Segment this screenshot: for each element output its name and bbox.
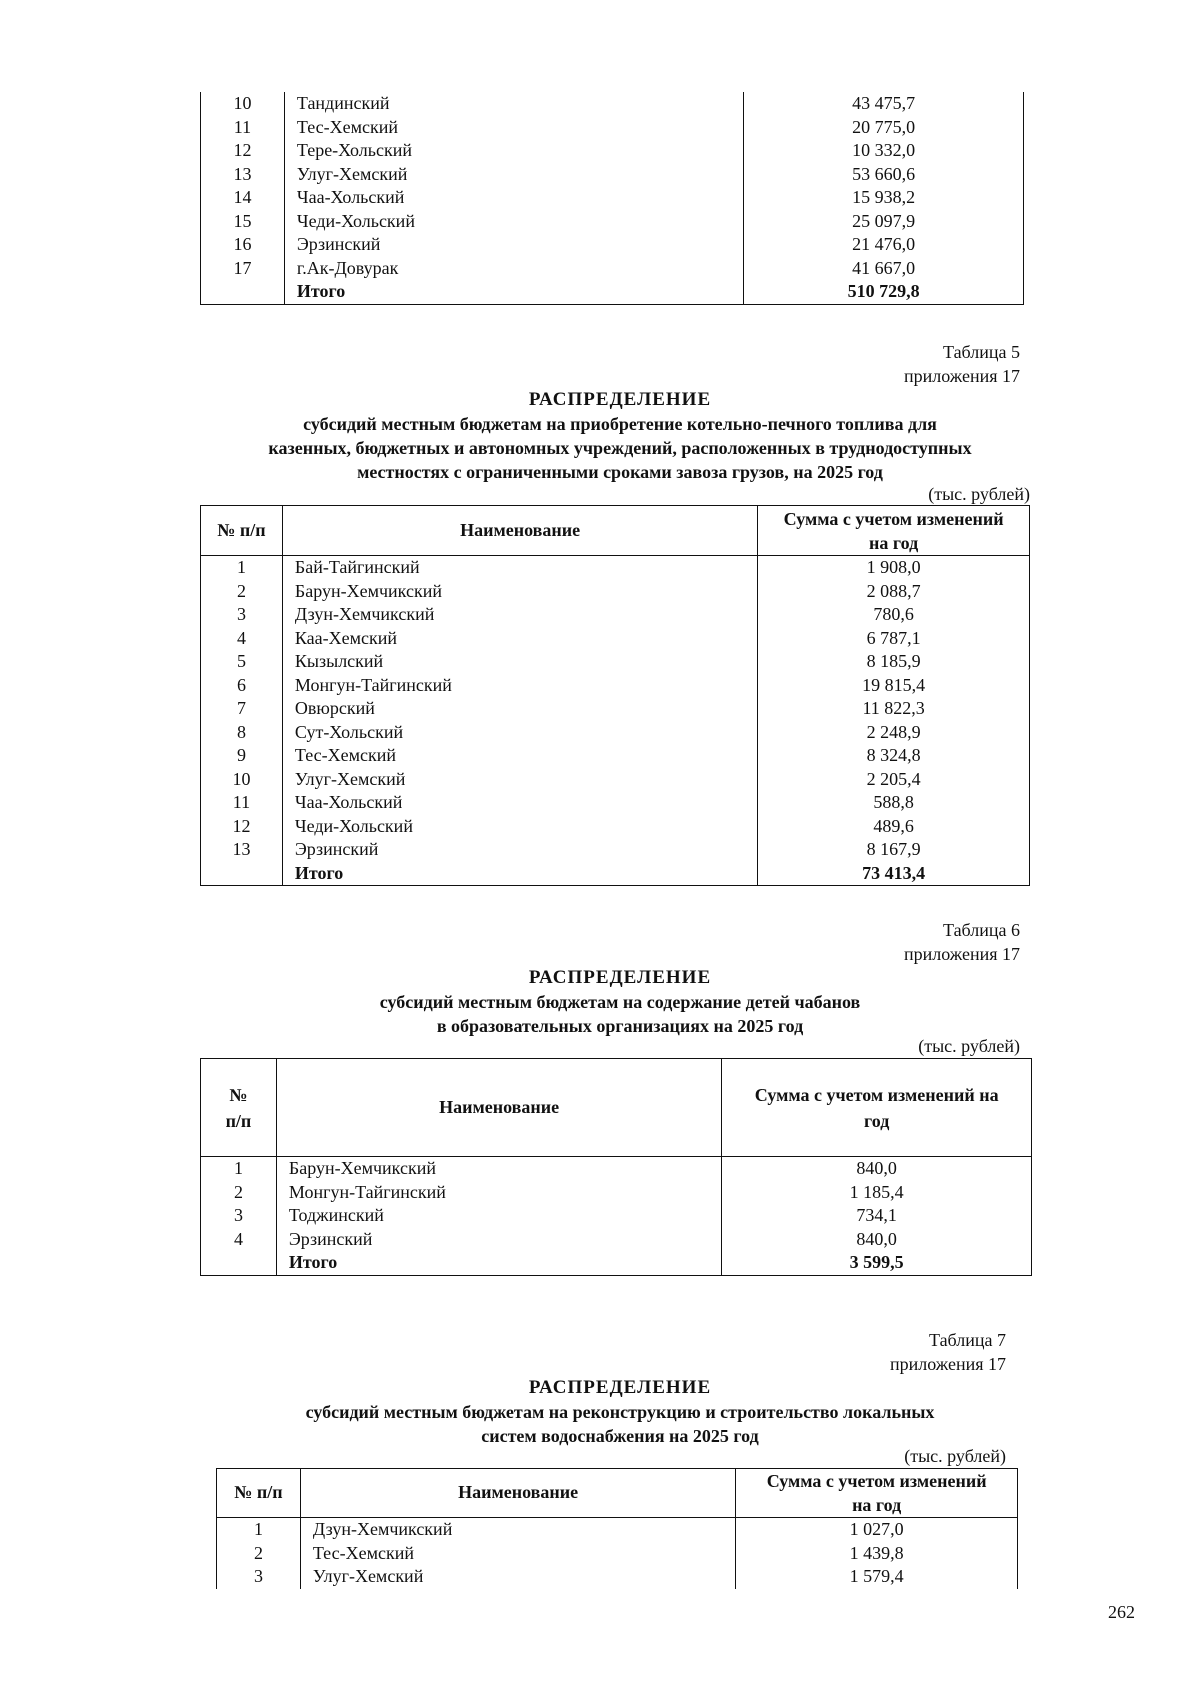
total-label: Итого — [276, 1251, 721, 1275]
table5-header-value-line2: на год — [869, 532, 919, 553]
row-name: Чаа-Хольский — [282, 791, 757, 815]
row-number: 12 — [201, 139, 285, 163]
table7-header-row — [217, 1469, 1018, 1518]
table5-label — [700, 340, 1020, 388]
row-number: 4 — [201, 627, 283, 651]
table6 — [200, 1058, 1032, 1276]
table5-body — [201, 556, 1030, 886]
row-number: 2 — [201, 580, 283, 604]
row-number: 9 — [201, 744, 283, 768]
row-value: 588,8 — [873, 792, 914, 812]
row-name: Тес-Хемский — [284, 116, 743, 140]
table7-title-main: РАСПРЕДЕЛЕНИЕ — [528, 1377, 712, 1398]
row-value: 8 324,8 — [866, 745, 921, 765]
row-value: 2 205,4 — [866, 768, 921, 789]
row-value: 15 938,2 — [744, 186, 1024, 210]
table6-header-name: Наименование — [276, 1059, 721, 1157]
table-row — [217, 1518, 1018, 1542]
table6-header-value-line2: год — [864, 1110, 890, 1131]
table7-label-line1: Таблица 7 — [929, 1330, 1006, 1350]
row-value: 489,6 — [873, 815, 914, 836]
table7-header-value — [736, 1469, 1018, 1518]
table7-header-value-line1: Сумма с учетом изменений — [766, 1471, 987, 1491]
row-value: 20 775,0 — [744, 116, 1024, 140]
row-name: Тандинский — [284, 92, 743, 116]
row-number: 3 — [217, 1565, 301, 1589]
row-name: Тес-Хемский — [282, 744, 757, 768]
table7-unit: (тыс. рублей) — [904, 1446, 1006, 1466]
continued-table — [200, 92, 1024, 305]
table7-header-num: № п/п — [217, 1469, 301, 1518]
row-value: 10 332,0 — [744, 139, 1024, 163]
table6-label — [700, 918, 1020, 966]
row-number: 5 — [201, 650, 283, 674]
table6-subtitle-line1: субсидий местным бюджетам на содержание детей чабанов — [379, 992, 861, 1012]
table-row — [201, 163, 1024, 187]
row-value: 19 815,4 — [862, 674, 926, 695]
row-value: 43 475,7 — [744, 92, 1024, 116]
table6-label-line1: Таблица 6 — [943, 920, 1020, 940]
table-row — [201, 580, 1030, 604]
table6-label-line2: приложения 17 — [903, 944, 1020, 964]
table5-unit: (тыс. рублей) — [928, 484, 1030, 504]
table-row — [201, 92, 1024, 116]
row-number: 3 — [201, 603, 283, 627]
row-name: Чеди-Хольский — [282, 815, 757, 839]
row-number: 17 — [201, 257, 285, 281]
total-empty-cell — [201, 280, 285, 304]
table5-block — [200, 505, 1030, 886]
table-row — [201, 697, 1030, 721]
row-number: 16 — [201, 233, 285, 257]
table5-header-value-line1: Сумма с учетом изменений — [783, 508, 1004, 529]
row-value: 8 185,9 — [866, 651, 921, 671]
total-row — [201, 280, 1024, 304]
row-name: Эрзинский — [284, 233, 743, 257]
table5 — [200, 505, 1030, 886]
row-name: г.Ак-Довурак — [284, 257, 743, 281]
row-value: 840,0 — [856, 1228, 897, 1249]
table-row — [201, 815, 1030, 839]
table5-label-line1: Таблица 5 — [943, 342, 1020, 362]
row-number: 11 — [201, 791, 283, 815]
table-row — [201, 721, 1030, 745]
row-number: 10 — [201, 768, 283, 792]
row-name: Чеди-Хольский — [284, 210, 743, 234]
table6-title — [180, 966, 1060, 1038]
row-number: 2 — [201, 1181, 277, 1205]
total-empty-cell — [201, 862, 283, 886]
total-label: Итого — [282, 862, 757, 886]
table7-body — [217, 1518, 1018, 1589]
row-name: Барун-Хемчикский — [276, 1157, 721, 1181]
table6-header-value-line1: Сумма с учетом изменений на — [754, 1084, 999, 1105]
table6-header-value — [722, 1059, 1032, 1157]
row-name: Монгун-Тайгинский — [282, 674, 757, 698]
table7-title — [180, 1376, 1060, 1448]
table7-label — [690, 1328, 1006, 1376]
row-number: 13 — [201, 838, 283, 862]
row-value: 1 908,0 — [866, 557, 921, 577]
table7 — [216, 1468, 1018, 1589]
row-name: Эрзинский — [282, 838, 757, 862]
table-row — [201, 744, 1030, 768]
table7-header-name: Наименование — [300, 1469, 735, 1518]
table-row — [201, 627, 1030, 651]
table5-title — [180, 388, 1060, 484]
row-number: 11 — [201, 116, 285, 140]
table6-subtitle-line2: в образовательных организациях на 2025 год — [436, 1016, 804, 1036]
row-value: 25 097,9 — [744, 210, 1024, 234]
row-value: 780,6 — [873, 604, 914, 624]
table-row — [201, 768, 1030, 792]
table5-subtitle-line2: казенных, бюджетных и автономных учреждений, расположенных в труднодоступных — [268, 438, 972, 458]
row-value: 2 248,9 — [866, 721, 921, 742]
table6-body — [201, 1157, 1032, 1276]
row-name: Кызылский — [282, 650, 757, 674]
table-row — [217, 1542, 1018, 1566]
table5-subtitle-line1: субсидий местным бюджетам на приобретение котельно-печного топлива для — [303, 414, 937, 434]
table5-header-value — [758, 506, 1030, 556]
row-number: 2 — [217, 1542, 301, 1566]
table7-header-value-line2: на год — [852, 1495, 902, 1515]
total-empty-cell — [201, 1251, 277, 1275]
row-value: 734,1 — [856, 1205, 897, 1225]
table-row — [201, 186, 1024, 210]
row-name: Тоджинский — [276, 1204, 721, 1228]
table5-subtitle-line3: местностях с ограниченными сроками завоза грузов, на 2025 год — [357, 462, 883, 482]
row-number: 10 — [201, 92, 285, 116]
row-number: 7 — [201, 697, 283, 721]
total-label: Итого — [284, 280, 743, 304]
table6-header-num-line1: № — [229, 1084, 248, 1105]
row-number: 3 — [201, 1204, 277, 1228]
table5-title-main: РАСПРЕДЕЛЕНИЕ — [528, 389, 712, 410]
table-row — [217, 1565, 1018, 1589]
row-name: Улуг-Хемский — [282, 768, 757, 792]
table-row — [201, 210, 1024, 234]
row-name: Дзун-Хемчикский — [300, 1518, 735, 1542]
table6-unit: (тыс. рублей) — [918, 1036, 1020, 1056]
table-row — [201, 838, 1030, 862]
row-value: 41 667,0 — [744, 257, 1024, 281]
row-number: 1 — [201, 1157, 277, 1181]
total-value: 510 729,8 — [744, 280, 1024, 304]
table-row — [201, 1204, 1032, 1228]
row-value: 1 027,0 — [849, 1519, 904, 1539]
table-row — [201, 1181, 1032, 1205]
table5-label-line2: приложения 17 — [903, 366, 1020, 386]
page-number: 262 — [1108, 1602, 1135, 1622]
row-number: 6 — [201, 674, 283, 698]
row-number: 8 — [201, 721, 283, 745]
table-row — [201, 233, 1024, 257]
row-number: 1 — [217, 1518, 301, 1542]
total-row — [201, 862, 1030, 886]
row-number: 13 — [201, 163, 285, 187]
table6-header-num-line2: п/п — [225, 1110, 252, 1131]
table-row — [201, 1228, 1032, 1252]
table-row — [201, 603, 1030, 627]
table7-block — [216, 1468, 1018, 1589]
table-row — [201, 556, 1030, 580]
table7-subtitle-line1: субсидий местным бюджетам на реконструкцию и строительство локальных — [305, 1402, 935, 1422]
row-name: Каа-Хемский — [282, 627, 757, 651]
row-name: Сут-Хольский — [282, 721, 757, 745]
table5-header-num: № п/п — [201, 506, 283, 556]
table6-block — [200, 1058, 1032, 1276]
row-name: Чаа-Хольский — [284, 186, 743, 210]
table-row — [201, 791, 1030, 815]
row-value: 2 088,7 — [866, 580, 921, 601]
row-number: 1 — [201, 556, 283, 580]
row-value: 1 579,4 — [849, 1566, 904, 1586]
table6-header-num — [201, 1059, 277, 1157]
row-value: 21 476,0 — [744, 233, 1024, 257]
table-row — [201, 674, 1030, 698]
row-name: Бай-Тайгинский — [282, 556, 757, 580]
row-number: 12 — [201, 815, 283, 839]
total-row — [201, 1251, 1032, 1275]
row-name: Овюрский — [282, 697, 757, 721]
table6-title-main: РАСПРЕДЕЛЕНИЕ — [528, 967, 712, 988]
row-name: Улуг-Хемский — [300, 1565, 735, 1589]
row-value: 840,0 — [856, 1158, 897, 1178]
table6-header-row — [201, 1059, 1032, 1157]
table-row — [201, 116, 1024, 140]
row-name: Тес-Хемский — [300, 1542, 735, 1566]
row-value: 8 167,9 — [866, 839, 921, 859]
row-number: 14 — [201, 186, 285, 210]
table5-header-row — [201, 506, 1030, 556]
table-row — [201, 650, 1030, 674]
row-value: 11 822,3 — [862, 698, 925, 718]
table5-header-name: Наименование — [282, 506, 757, 556]
table-row — [201, 257, 1024, 281]
row-name: Эрзинский — [276, 1228, 721, 1252]
table-row — [201, 1157, 1032, 1181]
row-value: 1 185,4 — [849, 1181, 904, 1202]
total-value: 73 413,4 — [862, 862, 926, 883]
row-number: 4 — [201, 1228, 277, 1252]
row-name: Барун-Хемчикский — [282, 580, 757, 604]
row-value: 53 660,6 — [744, 163, 1024, 187]
row-number: 15 — [201, 210, 285, 234]
row-name: Дзун-Хемчикский — [282, 603, 757, 627]
row-value: 1 439,8 — [849, 1542, 904, 1563]
continued-table-body — [201, 92, 1024, 304]
table-row — [201, 139, 1024, 163]
total-value: 3 599,5 — [849, 1252, 904, 1272]
row-value: 6 787,1 — [866, 627, 921, 648]
table7-subtitle-line2: систем водоснабжения на 2025 год — [481, 1426, 759, 1446]
row-name: Улуг-Хемский — [284, 163, 743, 187]
row-name: Тере-Хольский — [284, 139, 743, 163]
row-name: Монгун-Тайгинский — [276, 1181, 721, 1205]
table7-label-line2: приложения 17 — [889, 1354, 1006, 1374]
continued-table-block — [200, 92, 1024, 305]
